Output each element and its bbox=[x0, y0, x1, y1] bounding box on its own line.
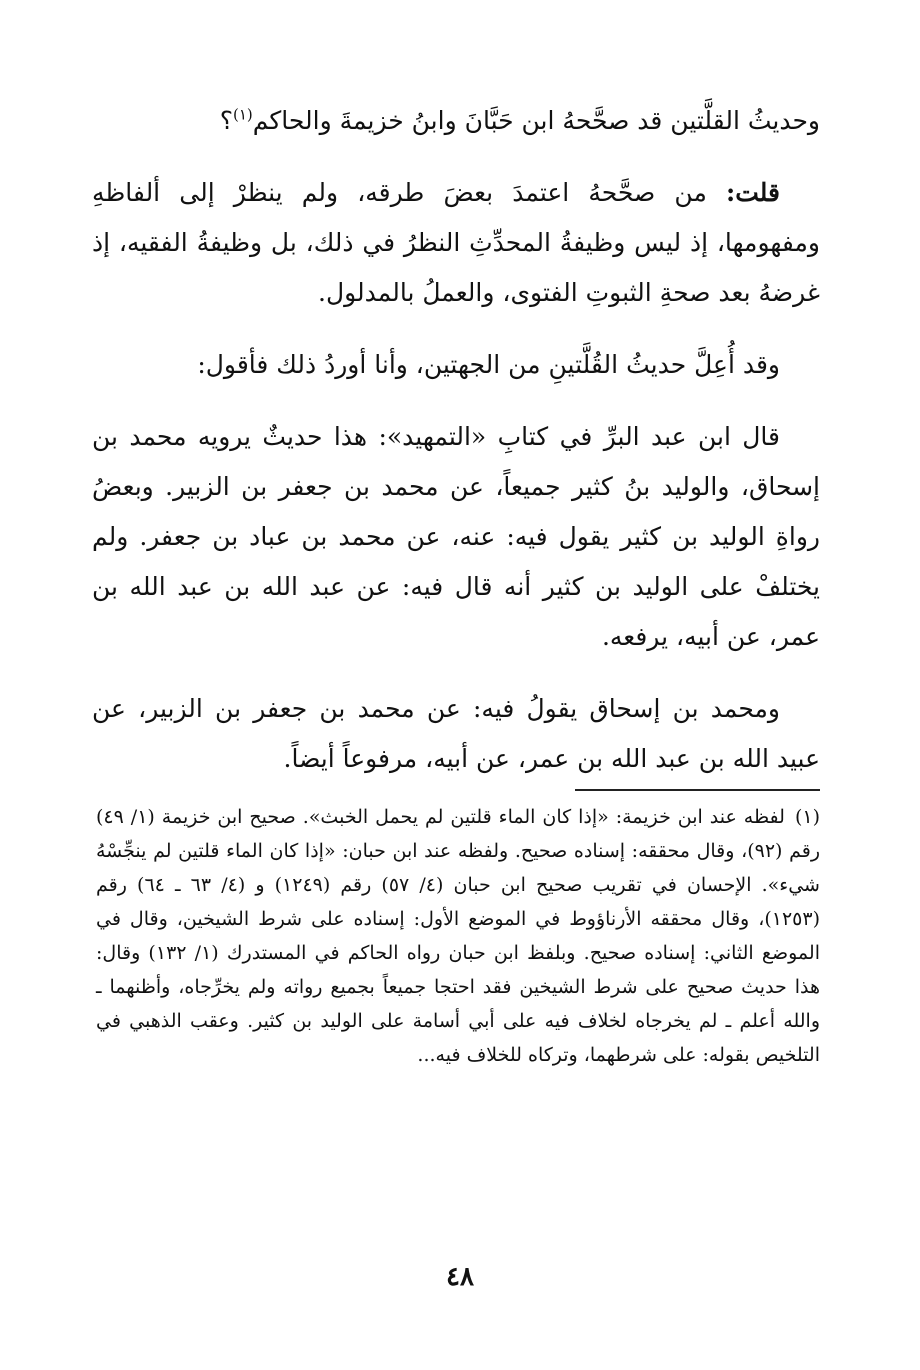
footnote-reference[interactable]: (١) bbox=[232, 105, 253, 124]
page-number: ٤٨ bbox=[446, 1262, 474, 1292]
paragraph-1 bbox=[92, 96, 820, 146]
footnotes bbox=[96, 800, 820, 1072]
paragraph-1-text: وحديثُ القلَّتين قد صحَّحهُ ابن حَبَّانَ وابنُ خزيمةَ والحاكم bbox=[252, 106, 820, 135]
paragraph-2-lead: قلت: bbox=[725, 178, 780, 207]
footnote-number: (١) bbox=[794, 806, 820, 828]
paragraph-2-text: من صحَّحهُ اعتمدَ بعضَ طرقه، ولم ينظرْ إلى ألفاظهِ ومفهومها، إذ ليس وظيفةُ المحدِّثِ النظرُ في ذلك، بل وظيفةُ الفقيه، إذ غرضهُ بعد صحةِ الثبوتِ الفتوى، والعملُ بالمدلول. bbox=[92, 178, 820, 307]
paragraph-4: قال ابن عبد البرِّ في كتابِ «التمهيد»: هذا حديثٌ يرويه محمد بن إسحاق، والوليد بنُ كثير جميعاً، عن محمد بن جعفر بن الزبير. وبعضُ رواةِ الوليد بن كثير يقول فيه: عنه، عن محمد بن عباد بن جعفر. ولم يختلفْ على الوليد بن كثير أنه قال فيه: عن عبد الله بن عبد الله بن عمر، عن أبيه، يرفعه. bbox=[92, 422, 820, 651]
paragraph-1-end: ؟ bbox=[219, 106, 233, 135]
main-text bbox=[92, 96, 820, 806]
footnote-separator bbox=[575, 789, 820, 791]
paragraph-2 bbox=[92, 168, 820, 318]
paragraph-5: ومحمد بن إسحاق يقولُ فيه: عن محمد بن جعفر بن الزبير، عن عبيد الله بن عبد الله بن عمر، عن أبيه، مرفوعاً أيضاً. bbox=[92, 694, 820, 773]
footnote-text: لفظه عند ابن خزيمة: «إذا كان الماء قلتين لم يحمل الخبث». صحيح ابن خزيمة (١/ ٤٩) رقم (٩٢)، وقال محققه: إسناده صحيح. ولفظه عند ابن حبان: «إذا كان الماء قلتين لم ينجِّسْهُ شيء». الإحسان في تقريب صحيح ابن حبان (٤/ ٥٧) رقم (١٢٤٩) و (٤/ ٦٣ ـ ٦٤) رقم (١٢٥٣)، وقال محققه الأرناؤوط في الموضع الأول: إسناده على شرط الشيخين، وقال في الموضع الثاني: إسناده صحيح. وبلفظ ابن حبان رواه الحاكم في المستدرك (١/ ١٣٢) وقال: هذا حديث صحيح على شرط الشيخين فقد احتجا جميعاً بجميع رواته ولم يخرِّجاه، وأظنهما ـ والله أعلم ـ لم يخرجاه لخلاف فيه على أبي أسامة على الوليد بن كثير. وعقب الذهبي في التلخيص بقوله: على شرطهما، وتركاه للخلاف فيه... bbox=[96, 806, 821, 1066]
footnote-1 bbox=[96, 800, 820, 1072]
paragraph-3: وقد أُعِلَّ حديثُ القُلَّتينِ من الجهتين، وأنا أوردُ ذلك فأقول: bbox=[197, 350, 780, 379]
